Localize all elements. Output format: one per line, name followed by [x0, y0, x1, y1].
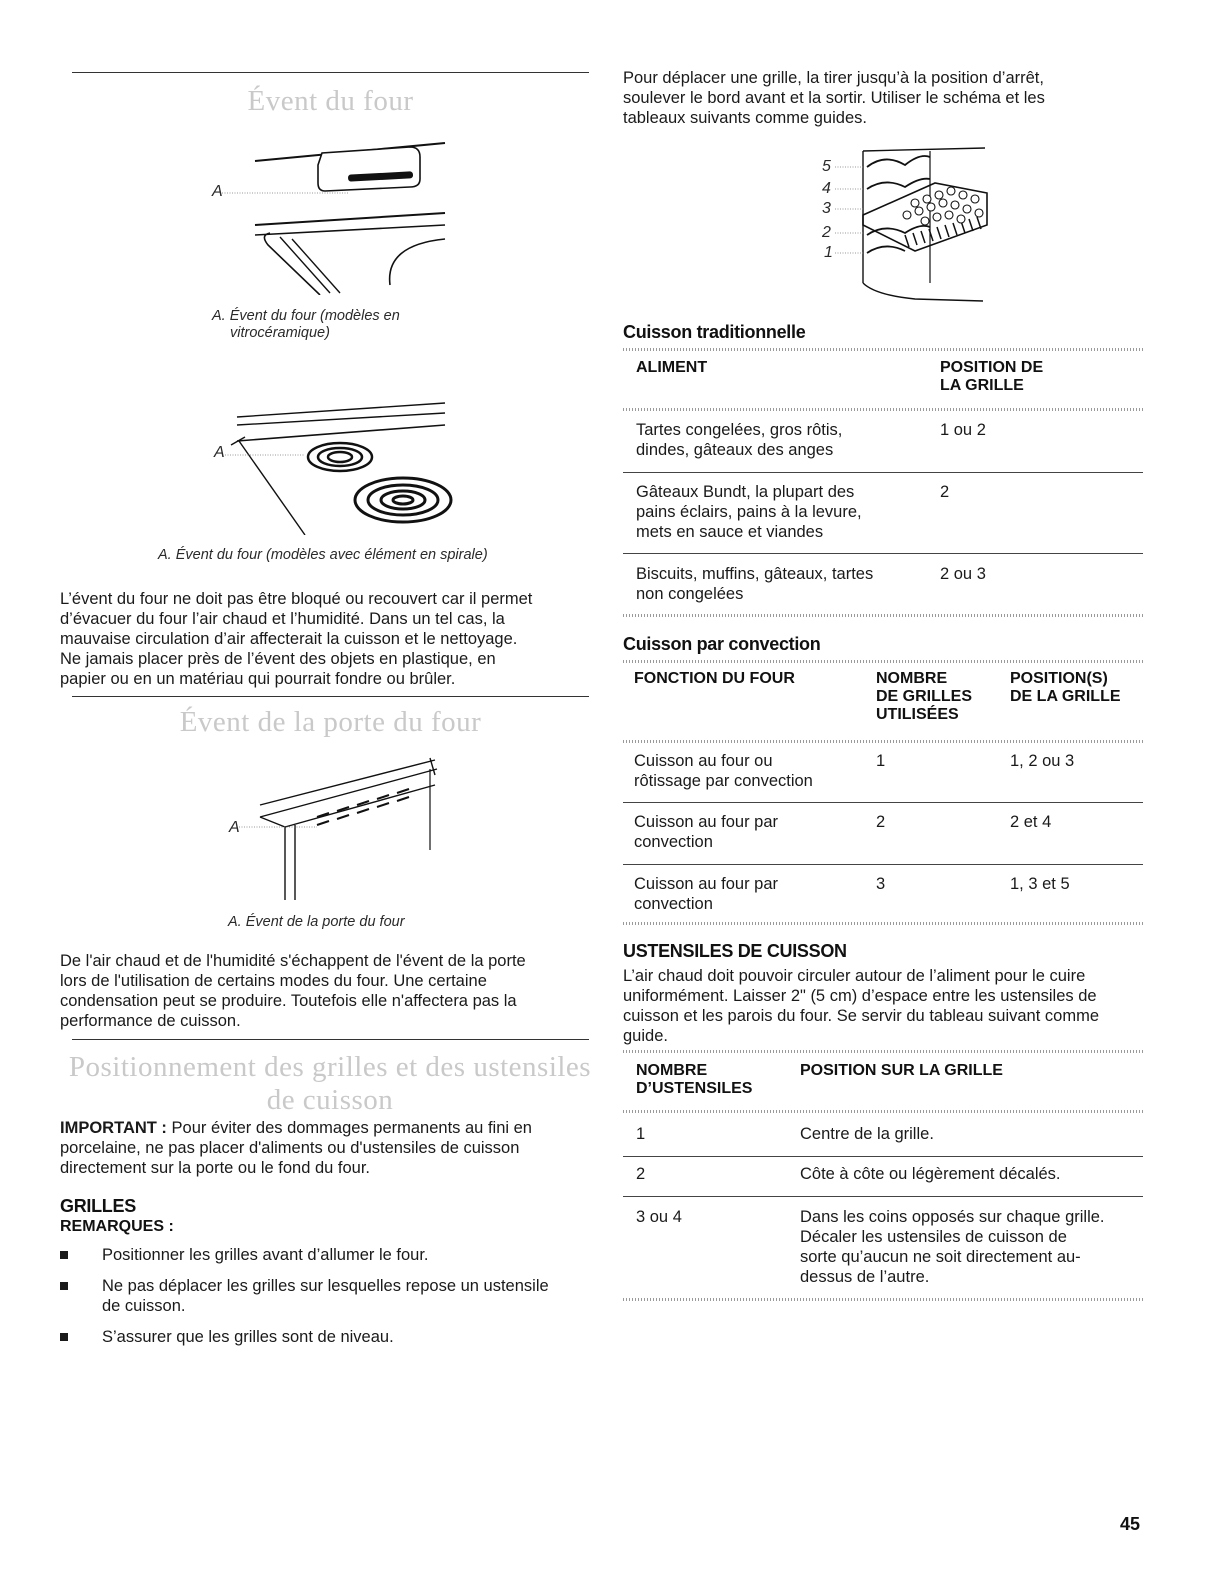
table-row-divider — [623, 864, 1143, 865]
table-rule — [623, 660, 1143, 663]
trad-col-position: POSITION DE LA GRILLE — [940, 359, 1044, 394]
rule-positionnement — [72, 1039, 589, 1040]
important-paragraph: IMPORTANT : Pour éviter des dommages permanents au fini en porcelaine, ne pas placer d'aliments ou d'ustensiles de cuisson directement sur la porte ou le fond du four. — [60, 1119, 532, 1177]
table-cell: Biscuits, muffins, gâteaux, tartes non congelées — [636, 565, 874, 603]
table-cell: 2 et 4 — [1010, 813, 1052, 831]
fig1-caption-line1: A. Évent du four (modèles en — [212, 308, 400, 324]
fig1-caption-line2: vitrocéramique) — [230, 325, 330, 341]
table-cell: Cuisson au four ou rôtissage par convection — [634, 752, 813, 790]
table-row-divider — [623, 553, 1143, 554]
table-rule — [623, 614, 1143, 617]
page-number: 45 — [1120, 1514, 1141, 1534]
table-rule — [623, 1050, 1143, 1053]
table-cell: 1 — [636, 1125, 646, 1143]
bullet-square-icon — [60, 1333, 68, 1341]
rack-label-5: 5 — [822, 158, 831, 175]
rack-label-2: 2 — [822, 224, 831, 241]
section-title-event-porte: Évent de la porte du four — [179, 706, 482, 738]
table-rule — [623, 348, 1143, 351]
conv-col-positions: POSITION(S) DE LA GRILLE — [1010, 670, 1121, 705]
table-row-divider — [623, 1156, 1143, 1157]
fig2-label: A — [214, 444, 225, 461]
fig3-caption: A. Évent de la porte du four — [228, 914, 405, 930]
table-row-divider — [623, 802, 1143, 803]
table-cell: Cuisson au four par convection — [634, 813, 778, 851]
rule-event-porte — [72, 696, 589, 697]
section-title-positionnement-line1: Positionnement des grilles et des ustensiles — [68, 1051, 592, 1083]
intro-paragraph: Pour déplacer une grille, la tirer jusqu’à la position d’arrêt, soulever le bord avant et la sortir. Utiliser le schéma et les tableaux suivants comme guides. — [623, 69, 1045, 127]
event-porte-paragraph: De l'air chaud et de l'humidité s'échappent de l'évent de la porte lors de l'utilisation de certains modes du four. Une certaine condensation peut se produire. Toutefois elle n'affectera pas la performance de cuisson. — [60, 952, 526, 1030]
fig2-caption: A. Évent du four (modèles avec élément en spirale) — [158, 547, 488, 563]
table-cell: Tartes congelées, gros rôtis, dindes, gâteaux des anges — [636, 421, 843, 459]
table-cell: 1, 2 ou 3 — [1010, 752, 1075, 770]
rack-label-3: 3 — [822, 200, 831, 217]
bullet-square-icon — [60, 1282, 68, 1290]
ustensiles-paragraph: L’air chaud doit pouvoir circuler autour de l’aliment pour le cuire uniformément. Laisser 2" (5 cm) d’espace entre les ustensiles de cuisson et les parois du four. Se servir du tableau suivant comme guide. — [623, 967, 1099, 1045]
table-cell: Cuisson au four par convection — [634, 875, 778, 913]
table-cell: 2 — [876, 813, 886, 831]
conv-col-nombre: NOMBRE DE GRILLES UTILISÉES — [876, 670, 973, 723]
ustensiles-heading: USTENSILES DE CUISSON — [623, 941, 847, 961]
table-cell: Côte à côte ou légèrement décalés. — [800, 1165, 1061, 1183]
conv-col-fonction: FONCTION DU FOUR — [634, 670, 795, 687]
table-cell: Dans les coins opposés sur chaque grille. Décaler les ustensiles de cuisson de sorte qu’aucun ne soit directement au- dessus de l’autre. — [800, 1208, 1105, 1286]
section-title-event-du-four: Évent du four — [247, 85, 414, 117]
rack-label-1: 1 — [824, 244, 833, 261]
oven-vent-coil-illustration — [205, 385, 465, 535]
table-cell: 3 ou 4 — [636, 1208, 682, 1226]
bullet-square-icon — [60, 1251, 68, 1259]
section-title-positionnement-line2: de cuisson — [266, 1084, 394, 1116]
fig1-label: A — [212, 183, 223, 200]
oven-vent-ceramic-illustration — [200, 135, 460, 295]
table-row-divider — [623, 1196, 1143, 1197]
table-cell: 1 — [876, 752, 886, 770]
table-cell: 1 ou 2 — [940, 421, 986, 439]
fig3-label: A — [229, 819, 240, 836]
table-rule — [623, 408, 1143, 411]
table-cell: Gâteaux Bundt, la plupart des pains éclairs, pains à la levure, mets en sauce et viandes — [636, 483, 862, 541]
event-four-paragraph: L’évent du four ne doit pas être bloqué ou recouvert car il permet d’évacuer du four l’air chaud et l’humidité. Dans un tel cas, la mauvaise circulation d’air affecterait la cuisson et le nettoyage. Ne jamais placer près de l’évent des objets en plastique, en papier ou en un matériau qui pourrait fondre ou brûler. — [60, 590, 533, 688]
grilles-heading: GRILLES — [60, 1196, 136, 1216]
trad-col-aliment: ALIMENT — [636, 359, 708, 376]
traditional-heading: Cuisson traditionnelle — [623, 322, 806, 342]
ust-col-position: POSITION SUR LA GRILLE — [800, 1062, 1003, 1079]
top-rule-left — [72, 72, 589, 73]
table-rule — [623, 1110, 1143, 1113]
oven-door-vent-illustration — [225, 755, 455, 915]
convection-heading: Cuisson par convection — [623, 634, 821, 654]
table-cell: 1, 3 et 5 — [1010, 875, 1070, 893]
table-row-divider — [623, 472, 1143, 473]
table-rule — [623, 740, 1143, 743]
rack-label-4: 4 — [822, 180, 831, 197]
table-cell: 2 ou 3 — [940, 565, 986, 583]
table-cell: 2 — [940, 483, 950, 501]
table-cell: Centre de la grille. — [800, 1125, 934, 1143]
table-cell: 3 — [876, 875, 886, 893]
table-cell: 2 — [636, 1165, 646, 1183]
rack-positions-diagram — [815, 143, 990, 306]
table-rule — [623, 1298, 1143, 1301]
ust-col-nombre: NOMBRE D’USTENSILES — [636, 1062, 753, 1097]
remarques-heading: REMARQUES : — [60, 1218, 174, 1235]
table-rule — [623, 922, 1143, 925]
